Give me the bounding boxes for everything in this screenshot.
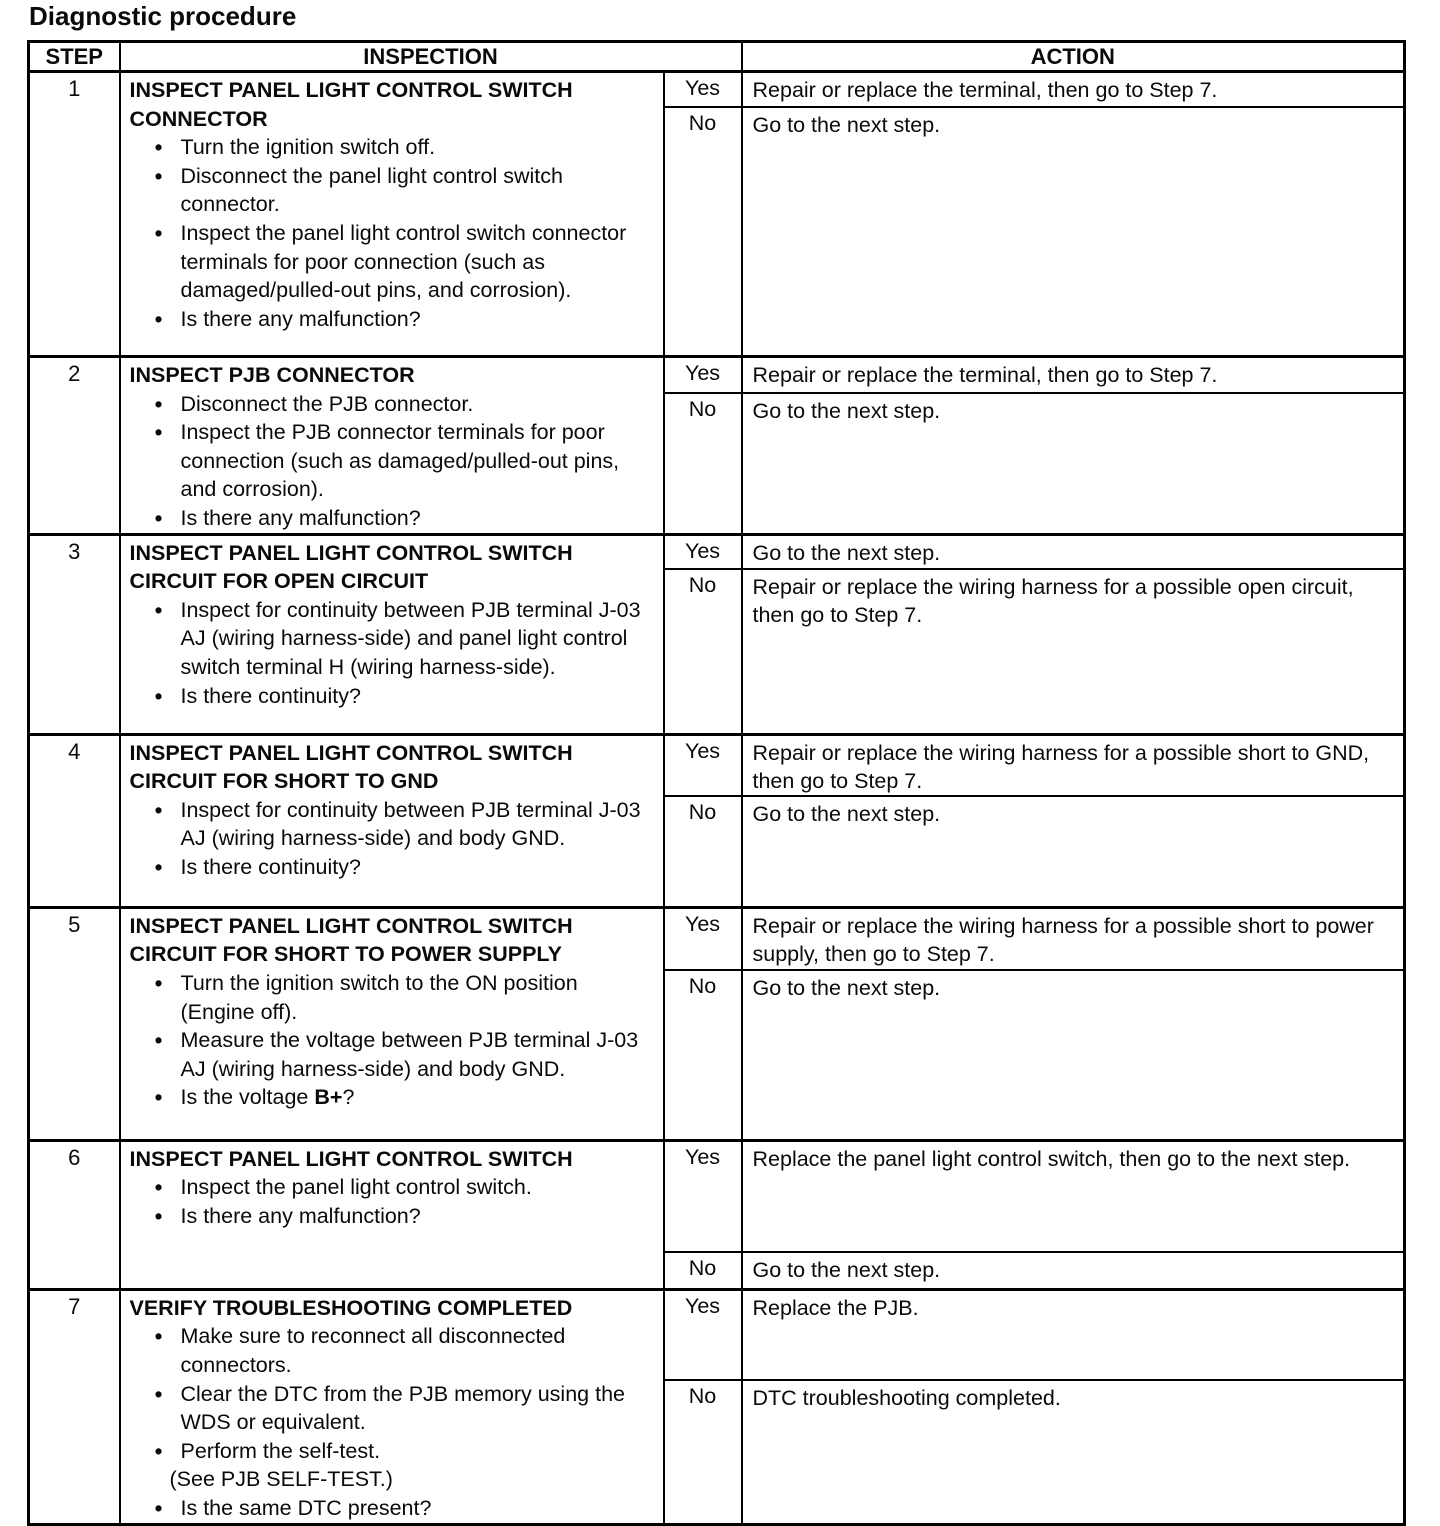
answer-cell-no: No: [664, 393, 742, 534]
inspection-bullet: • Inspect the PJB connector terminals for poor connection (such as damaged/pulled-out pins, and corrosion).: [130, 418, 655, 504]
inspection-bullet-list: [130, 596, 655, 710]
action-cell: Go to the next step.: [742, 1252, 1405, 1289]
inspection-bullet: • Is there any malfunction?: [130, 504, 655, 533]
column-header-step: STEP: [29, 42, 120, 72]
answer-cell-yes: Yes: [664, 1289, 742, 1379]
step-number: 2: [29, 357, 120, 535]
step-number: 3: [29, 534, 120, 734]
inspection-bullet-list: [130, 133, 655, 333]
inspection-title: INSPECT PANEL LIGHT CONTROL SWITCH CIRCUIT FOR SHORT TO POWER SUPPLY: [129, 913, 573, 967]
inspection-bullet: • Clear the DTC from the PJB memory using the WDS or equivalent.: [130, 1380, 655, 1437]
inspection-cell: [120, 534, 664, 734]
page-title: Diagnostic procedure: [29, 1, 297, 31]
inspection-bullet: • Is there any malfunction?: [130, 305, 655, 334]
action-cell: Go to the next step.: [742, 970, 1405, 1140]
answer-cell-no: No: [664, 1380, 742, 1524]
answer-cell-yes: Yes: [664, 357, 742, 393]
inspection-cell: [120, 1140, 664, 1289]
inspection-bullet: • Turn the ignition switch to the ON position (Engine off).: [130, 969, 655, 1026]
inspection-bullet: • Is there any malfunction?: [130, 1202, 655, 1231]
inspection-bullet: (See PJB SELF-TEST.): [169, 1467, 393, 1492]
answer-cell-yes: Yes: [664, 1140, 742, 1252]
answer-cell-yes: Yes: [664, 907, 742, 970]
diagnostic-procedure-table: [27, 40, 1406, 1526]
inspection-bullet: • Measure the voltage between PJB terminal J-03 AJ (wiring harness-side) and body GND.: [130, 1026, 655, 1083]
inspection-bullet: • Inspect the panel light control switch.: [130, 1173, 655, 1202]
text-segment: Is the voltage: [180, 1085, 315, 1110]
step-number: 1: [29, 72, 120, 357]
answer-cell-no: No: [664, 796, 742, 907]
inspection-cell: [120, 1289, 664, 1524]
step-number: 7: [29, 1289, 120, 1524]
diagnostic-table-body: [29, 72, 1405, 1525]
inspection-cell: [120, 357, 664, 535]
inspection-bullet: • Is there continuity?: [130, 682, 655, 711]
inspection-bullet: • Inspect for continuity between PJB terminal J-03 AJ (wiring harness-side) and panel light control switch terminal H (wiring harness-side).: [130, 596, 655, 682]
step-6-yes-row: [29, 1140, 1405, 1252]
action-cell: Repair or replace the wiring harness for a possible short to power supply, then go to Step 7.: [742, 907, 1405, 970]
inspection-cell: [120, 907, 664, 1140]
inspection-title: INSPECT PANEL LIGHT CONTROL SWITCH: [129, 1146, 573, 1171]
inspection-bullet: • Turn the ignition switch off.: [130, 133, 655, 162]
step-5-yes-row: [29, 907, 1405, 970]
table-header: [29, 42, 1405, 72]
action-cell: Go to the next step.: [742, 534, 1405, 569]
answer-cell-yes: Yes: [664, 534, 742, 569]
step-number: 5: [29, 907, 120, 1140]
answer-cell-yes: Yes: [664, 72, 742, 107]
step-1-yes-row: [29, 72, 1405, 107]
inspection-bullet: • Is the same DTC present?: [130, 1494, 655, 1523]
action-cell: DTC troubleshooting completed.: [742, 1380, 1405, 1524]
inspection-cell: [120, 734, 664, 907]
inspection-bullet: • Perform the self-test.: [130, 1437, 655, 1466]
action-cell: Repair or replace the terminal, then go to Step 7.: [742, 72, 1405, 107]
action-cell: Replace the panel light control switch, then go to the next step.: [742, 1140, 1405, 1252]
inspection-bullet-list: [130, 390, 655, 533]
action-cell: Replace the PJB.: [742, 1289, 1405, 1379]
action-cell: Go to the next step.: [742, 393, 1405, 534]
step-number: 6: [29, 1140, 120, 1289]
answer-cell-yes: Yes: [664, 734, 742, 796]
action-cell: Repair or replace the wiring harness for a possible short to GND, then go to Step 7.: [742, 734, 1405, 796]
inspection-bullet: • Disconnect the PJB connector.: [130, 390, 655, 419]
step-2-yes-row: [29, 357, 1405, 393]
inspection-bullet-list: [130, 796, 655, 882]
answer-cell-no: No: [664, 970, 742, 1140]
action-cell: Repair or replace the wiring harness for a possible open circuit, then go to Step 7.: [742, 569, 1405, 734]
text-segment: ?: [342, 1085, 355, 1110]
inspection-title: INSPECT PANEL LIGHT CONTROL SWITCH CIRCUIT FOR SHORT TO GND: [129, 740, 573, 794]
inspection-bullet: • Inspect for continuity between PJB terminal J-03 AJ (wiring harness-side) and body GND.: [130, 796, 655, 853]
step-7-yes-row: [29, 1289, 1405, 1379]
header-row: [29, 42, 1405, 72]
answer-cell-no: No: [664, 107, 742, 357]
inspection-title: VERIFY TROUBLESHOOTING COMPLETED: [129, 1295, 573, 1320]
step-4-yes-row: [29, 734, 1405, 796]
inspection-cell: [120, 72, 664, 357]
column-header-action: ACTION: [742, 42, 1405, 72]
inspection-bullet-list: [130, 1173, 655, 1230]
answer-cell-no: No: [664, 569, 742, 734]
inspection-bullet-list: [130, 969, 655, 1112]
inspection-bullet: • Make sure to reconnect all disconnected connectors.: [130, 1322, 655, 1379]
step-number: 4: [29, 734, 120, 907]
inspection-title: INSPECT PJB CONNECTOR: [129, 363, 415, 387]
column-header-inspection: INSPECTION: [120, 42, 742, 72]
inspection-bullet: [130, 1083, 655, 1112]
inspection-title: INSPECT PANEL LIGHT CONTROL SWITCH CONNECTOR: [129, 78, 573, 131]
inspection-bullet-list: [130, 1322, 655, 1522]
inspection-bullet: • Is there continuity?: [130, 853, 655, 882]
answer-cell-no: No: [664, 1252, 742, 1289]
step-3-yes-row: [29, 534, 1405, 569]
inspection-bullet: • Inspect the panel light control switch connector terminals for poor connection (such as damaged/pulled-out pins, and corrosion).: [130, 219, 655, 305]
bold-text: B+: [314, 1085, 343, 1110]
inspection-bullet: • Disconnect the panel light control switch connector.: [130, 162, 655, 219]
inspection-title: INSPECT PANEL LIGHT CONTROL SWITCH CIRCUIT FOR OPEN CIRCUIT: [129, 540, 573, 594]
action-cell: Go to the next step.: [742, 796, 1405, 907]
action-cell: Go to the next step.: [742, 107, 1405, 357]
action-cell: Repair or replace the terminal, then go to Step 7.: [742, 357, 1405, 393]
